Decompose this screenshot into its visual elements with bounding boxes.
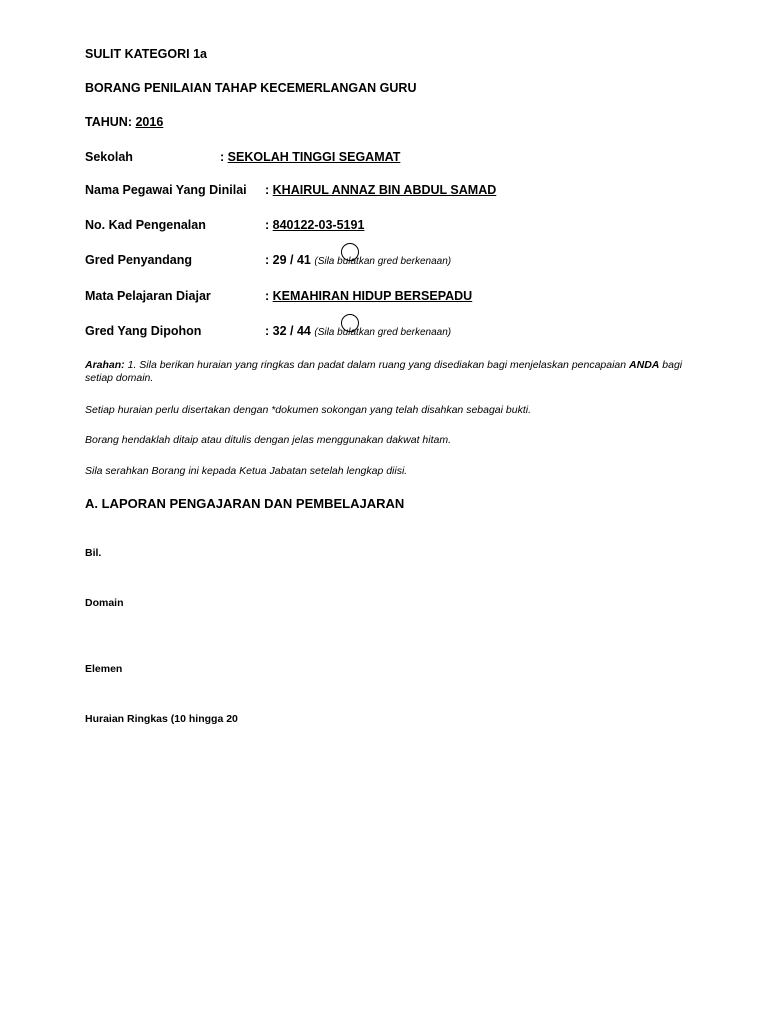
mata-pelajaran-label: Mata Pelajaran Diajar — [85, 289, 211, 303]
sekolah-value: SEKOLAH TINGGI SEGAMAT — [227, 150, 401, 164]
instruction-paragraph-2: Setiap huraian perlu disertakan dengan *dokumen sokongan yang telah disahkan sebagai bukti. — [85, 404, 531, 416]
nama-value: KHAIRUL ANNAZ BIN ABDUL SAMAD — [272, 183, 497, 197]
nama-colon: : — [265, 183, 270, 197]
column-header-domain: Domain — [85, 597, 124, 609]
classification-label: SULIT KATEGORI 1a — [85, 47, 208, 61]
instruction-lead: Arahan: — [85, 359, 125, 371]
sekolah-value-row — [220, 150, 400, 164]
year-label: TAHUN: — [85, 115, 132, 129]
instruction-paragraph-4: Sila serahkan Borang ini kepada Ketua Jabatan setelah lengkap diisi. — [85, 465, 408, 477]
year-row — [85, 115, 163, 129]
instruction-line1-a: 1. Sila berikan huraian yang ringkas dan padat dalam ruang yang disediakan bagi menjelaskan pencapaian — [124, 359, 630, 371]
nama-value-row — [265, 183, 496, 197]
sekolah-label: Sekolah — [85, 150, 133, 164]
instruction-paragraph-3: Borang hendaklah ditaip atau ditulis dengan jelas menggunakan dakwat hitam. — [85, 434, 452, 446]
column-header-bil: Bil. — [85, 547, 102, 559]
gred-penyandang-label: Gred Penyandang — [85, 253, 192, 267]
grade-circle-mark — [341, 243, 359, 261]
mata-pelajaran-value-row — [265, 289, 472, 303]
instruction-line1-b: bagi setiap domain. — [85, 359, 683, 384]
gred-dipohon-note: (Sila bulatkan gred berkenaan) — [314, 327, 452, 338]
sekolah-colon: : — [220, 150, 225, 164]
year-value: 2016 — [135, 115, 164, 129]
mata-pelajaran-colon: : — [265, 289, 270, 303]
nama-label: Nama Pegawai Yang Dinilai — [85, 183, 247, 197]
gred-dipohon-label: Gred Yang Dipohon — [85, 324, 202, 338]
kad-value-row — [265, 218, 364, 232]
instruction-paragraph-1 — [85, 359, 710, 385]
grade-circle-mark — [341, 314, 359, 332]
kad-label: No. Kad Pengenalan — [85, 218, 206, 232]
gred-penyandang-note: (Sila bulatkan gred berkenaan) — [314, 256, 452, 267]
instruction-line1-bold: ANDA — [629, 359, 660, 371]
column-header-huraian: Huraian Ringkas (10 hingga 20 — [85, 713, 238, 725]
gred-dipohon-value: : 32 / 44 — [265, 324, 311, 338]
mata-pelajaran-value: KEMAHIRAN HIDUP BERSEPADU — [272, 289, 473, 303]
kad-colon: : — [265, 218, 270, 232]
kad-value: 840122-03-5191 — [272, 218, 365, 232]
section-a-title: A. LAPORAN PENGAJARAN DAN PEMBELAJARAN — [85, 496, 405, 511]
form-title: BORANG PENILAIAN TAHAP KECEMERLANGAN GURU — [85, 81, 417, 95]
gred-penyandang-value: : 29 / 41 — [265, 253, 311, 267]
column-header-elemen: Elemen — [85, 663, 123, 675]
